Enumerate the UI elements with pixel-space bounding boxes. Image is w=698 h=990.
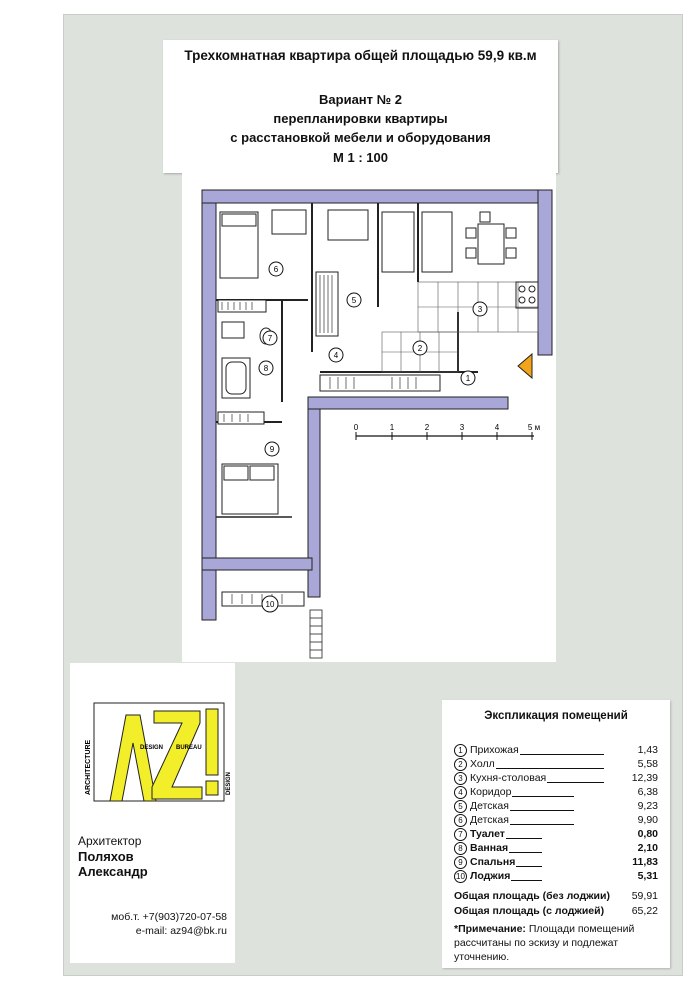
explication-row xyxy=(454,758,658,772)
leader-line xyxy=(510,810,574,811)
room-name: Коридор xyxy=(470,786,512,798)
explication-row xyxy=(454,744,658,758)
room-name: Детская xyxy=(470,814,509,826)
wall-north xyxy=(202,190,552,203)
room-number: 7 xyxy=(267,334,273,343)
scale-tick-label: 3 xyxy=(459,423,465,432)
scale-tick-label: 0 xyxy=(353,423,359,432)
room-number: 1 xyxy=(465,374,471,383)
explication-row xyxy=(454,786,658,800)
room-area: 11,83 xyxy=(632,856,658,868)
wall-east xyxy=(538,190,552,355)
architect-email: e-mail: az94@bk.ru xyxy=(135,925,227,937)
pillow xyxy=(224,466,248,480)
floor-plan-panel xyxy=(182,172,556,662)
variant-subtitle-2: с расстановкой мебели и оборудования xyxy=(230,130,491,145)
room-name: Прихожая xyxy=(470,744,519,756)
total-value: 65,22 xyxy=(631,905,658,917)
variant-subtitle-1: перепланировки квартиры xyxy=(273,111,448,126)
logo-word: DESIGN xyxy=(226,771,232,795)
explication-row xyxy=(454,856,658,870)
total-area-without-loggia xyxy=(454,890,658,904)
explication-row xyxy=(454,800,658,814)
room-explication xyxy=(442,700,670,968)
room-area: 9,90 xyxy=(637,814,658,826)
scale-tick-label: 5 м xyxy=(527,423,541,432)
architect-role: Архитектор xyxy=(78,834,142,848)
room-number: 3 xyxy=(477,305,483,314)
explication-row xyxy=(454,842,658,856)
title-block xyxy=(163,40,558,173)
variant-title: Вариант № 2 xyxy=(319,92,402,107)
room-area: 5,58 xyxy=(637,758,658,770)
stove xyxy=(516,282,538,308)
leader-line xyxy=(511,880,542,881)
dining-table xyxy=(466,212,516,264)
room-name: Кухня-столовая xyxy=(470,772,547,784)
room-number-circle: 6 xyxy=(454,814,467,827)
room-area: 9,23 xyxy=(637,800,658,812)
floor-plan xyxy=(182,172,556,662)
room-name: Ванная xyxy=(470,842,509,854)
scale-tick-label: 1 xyxy=(389,423,395,432)
room-number-circle: 4 xyxy=(454,786,467,799)
desk xyxy=(328,210,368,240)
total-value: 59,91 xyxy=(631,890,658,902)
room-number: 9 xyxy=(269,445,275,454)
room-area: 2,10 xyxy=(637,842,658,854)
room-name: Спальня xyxy=(470,856,516,868)
sheet-title: Трехкомнатная квартира общей площадью 59,9 кв.м xyxy=(184,48,537,63)
room-number: 2 xyxy=(417,344,423,353)
leader-line xyxy=(496,768,604,769)
room-number-circle: 9 xyxy=(454,856,467,869)
room-number-circle: 3 xyxy=(454,772,467,785)
leader-line xyxy=(516,866,542,867)
room-number-circle: 1 xyxy=(454,744,467,757)
scale-bar xyxy=(354,423,540,440)
explication-row xyxy=(454,828,658,842)
scale-label: М 1 : 100 xyxy=(333,150,388,165)
bed-room-5 xyxy=(382,212,414,272)
room-number-circle: 5 xyxy=(454,800,467,813)
room-name: Туалет xyxy=(470,828,505,840)
leader-line xyxy=(510,824,574,825)
room-number: 6 xyxy=(273,265,279,274)
room-area: 6,38 xyxy=(637,786,658,798)
wall-south-kitchen xyxy=(308,397,508,409)
room-area: 12,39 xyxy=(631,772,658,784)
leader-line xyxy=(506,838,542,839)
logo-word: BUREAU xyxy=(176,745,202,751)
architect-block xyxy=(70,663,235,963)
architect-surname: Поляхов xyxy=(78,849,134,864)
room-number-circle: 7 xyxy=(454,828,467,841)
architect-phone: моб.т. +7(903)720-07-58 xyxy=(111,911,227,923)
logo-word: ARCHITECTURE xyxy=(85,739,92,795)
logo-word: DESIGN xyxy=(140,745,164,751)
leader-line xyxy=(509,852,542,853)
bed-room-3 xyxy=(422,212,452,272)
scale-tick-label: 2 xyxy=(424,423,430,432)
scale-tick-label: 4 xyxy=(494,423,500,432)
total-area-with-loggia xyxy=(454,905,658,919)
room-name: Лоджия xyxy=(470,870,511,882)
wall-west xyxy=(202,190,216,620)
room-number: 5 xyxy=(351,296,357,305)
explication-note xyxy=(454,922,660,964)
explication-row xyxy=(454,870,658,884)
room-area: 0,80 xyxy=(637,828,658,840)
wardrobes xyxy=(218,272,440,606)
total-label: Общая площадь (без лоджии) xyxy=(454,890,610,902)
architect-given-name: Александр xyxy=(78,864,148,879)
explication-row xyxy=(454,772,658,786)
room-number: 4 xyxy=(333,351,339,360)
leader-line xyxy=(547,782,604,783)
kitchen-tiles xyxy=(382,282,538,372)
explication-title: Экспликация помещений xyxy=(484,710,628,722)
room-name: Детская xyxy=(470,800,509,812)
room-area: 1,43 xyxy=(637,744,658,756)
explication-row xyxy=(454,814,658,828)
leader-line xyxy=(512,796,574,797)
wall-south-bedroom xyxy=(202,558,312,570)
pillow xyxy=(222,214,256,226)
room-number-circle: 2 xyxy=(454,758,467,771)
desk xyxy=(272,210,306,234)
room-number: 8 xyxy=(263,364,269,373)
pillow xyxy=(250,466,274,480)
room-name: Холл xyxy=(470,758,495,770)
total-label: Общая площадь (с лоджией) xyxy=(454,905,605,917)
room-number-circle: 10 xyxy=(454,870,467,883)
loggia-railing xyxy=(310,610,322,658)
room-number: 10 xyxy=(265,600,275,609)
bed-room-6 xyxy=(220,212,258,278)
room-number-circle: 8 xyxy=(454,842,467,855)
note-text: Площади помещений рассчитаны по эскизу и подлежат уточнению. xyxy=(454,923,635,963)
entrance-door xyxy=(518,354,532,378)
leader-line xyxy=(520,754,604,755)
note-prefix: *Примечание: xyxy=(454,923,526,935)
bureau-logo xyxy=(70,663,235,813)
room-area: 5,31 xyxy=(637,870,658,882)
